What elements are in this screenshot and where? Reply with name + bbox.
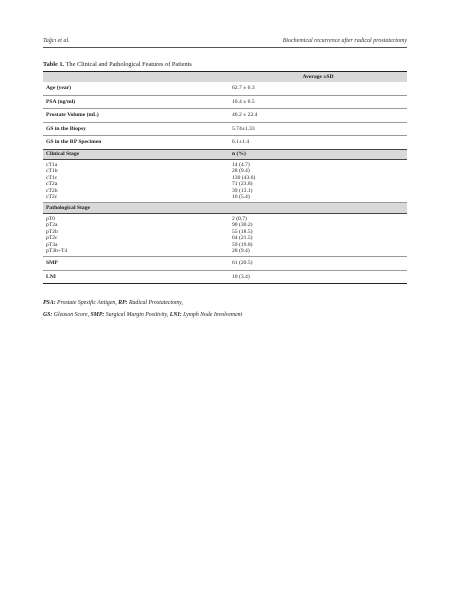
stage-value: 59 (19.8) [232,241,253,248]
stage-value: 28 (9.4) [232,168,250,175]
feature-row-psa [43,95,407,108]
feature-label: Age (year) [43,82,229,95]
footnote-abbr: RP: [118,300,128,306]
section-title: Clinical Stage [43,149,229,159]
stage-label: cT1b [46,168,58,175]
stage-label: pT2c [46,235,58,242]
stage-label: pT3a [46,241,58,248]
running-head-title: Biochemical recurrence after radical prostatectomy [282,38,407,44]
footnote-line-2 [43,312,413,318]
table-header-row [43,72,407,83]
footnote-text: Prostate Spesific Antigen, [55,300,119,306]
feature-row-age [43,82,407,95]
clinical-stage-values [229,159,407,203]
stage-value: 14 (4.7) [232,161,250,168]
stage-label: cT1c [46,174,58,181]
section-column-empty [229,203,407,213]
table-caption [43,61,192,68]
feature-label: PSA (ng/ml) [43,95,229,108]
section-header-clinical-stage [43,149,407,159]
feature-row-prostate-volume [43,109,407,122]
footnote-text: Lymph Node Involvement [181,312,243,318]
table-caption-text: The Clinical and Pathological Features of Patients [64,61,192,68]
feature-row-smp [43,257,407,270]
stage-value: 71 (23.8) [232,181,253,188]
feature-value: 6.1±1.4 [229,136,407,149]
footnote-abbr: PSA: [43,300,56,306]
clinical-stage-labels [43,159,229,203]
feature-value: 46.2 ± 22.4 [229,109,407,122]
pathological-stage-rows [43,213,407,257]
stage-label: cT1a [46,161,58,168]
stage-label: pT3b+T4 [46,248,68,255]
stage-value: 28 (9.4) [232,248,250,255]
feature-value: 10.4 ± 6.5 [229,95,407,108]
stage-value: 16 (5.4) [232,194,250,201]
stage-label: cT2a [46,181,58,188]
pathological-stage-values [229,213,407,257]
feature-label: LNI [43,270,229,283]
stage-label: cT2c [46,194,58,201]
feature-label: GS in the Biopsy [43,122,229,135]
section-header-pathological-stage [43,203,407,213]
stage-value: 2 (0,7) [232,215,247,222]
feature-label: SMP [43,257,229,270]
feature-label: GS in the RP Specimen [43,136,229,149]
footnote-text: Radical Prostatectomy, [127,300,183,306]
feature-label: Prostate Volume (mL) [43,109,229,122]
stage-value: 130 (43.6) [232,174,256,181]
section-column-label: n (%) [229,149,407,159]
header-cell-average-sd: Average ±SD [229,72,407,83]
footnote-text: Gleason Score, [52,312,91,318]
footnote-text: Surgical Margin Positivity, [104,312,170,318]
stage-value: 90 (30.2) [232,222,253,229]
pathological-stage-labels [43,213,229,257]
footnote-abbr: GS: [43,312,53,318]
feature-row-gs-biopsy [43,122,407,135]
stage-label: pT2b [46,228,58,235]
clinical-stage-rows [43,159,407,203]
footnote-abbr: LNI: [169,312,182,318]
feature-value: 62.7 ± 6.3 [229,82,407,95]
stage-label: pT2a [46,222,58,229]
header-rule [43,47,407,48]
header-cell-feature [43,72,229,83]
stage-value: 39 (13.1) [232,187,253,194]
feature-value: 61 (20.5) [229,257,407,270]
stage-value: 55 (18.5) [232,228,253,235]
running-head-authors: Tağcı et al. [43,38,70,44]
running-head [43,38,407,48]
footnote-line-1 [43,300,413,306]
table-footnotes [43,300,413,324]
footnote-abbr: SMP: [90,312,105,318]
stage-label: pT0 [46,215,56,222]
stage-value: 64 (21.5) [232,235,253,242]
section-title: Pathological Stage [43,203,229,213]
feature-value: 5.74±1.33 [229,122,407,135]
table-caption-label: Table 1. [43,61,65,68]
feature-row-gs-specimen [43,136,407,149]
feature-value: 10 (3.4) [229,270,407,283]
clinical-features-table [43,71,407,284]
stage-label: cT2b [46,187,58,194]
feature-row-lni [43,270,407,283]
